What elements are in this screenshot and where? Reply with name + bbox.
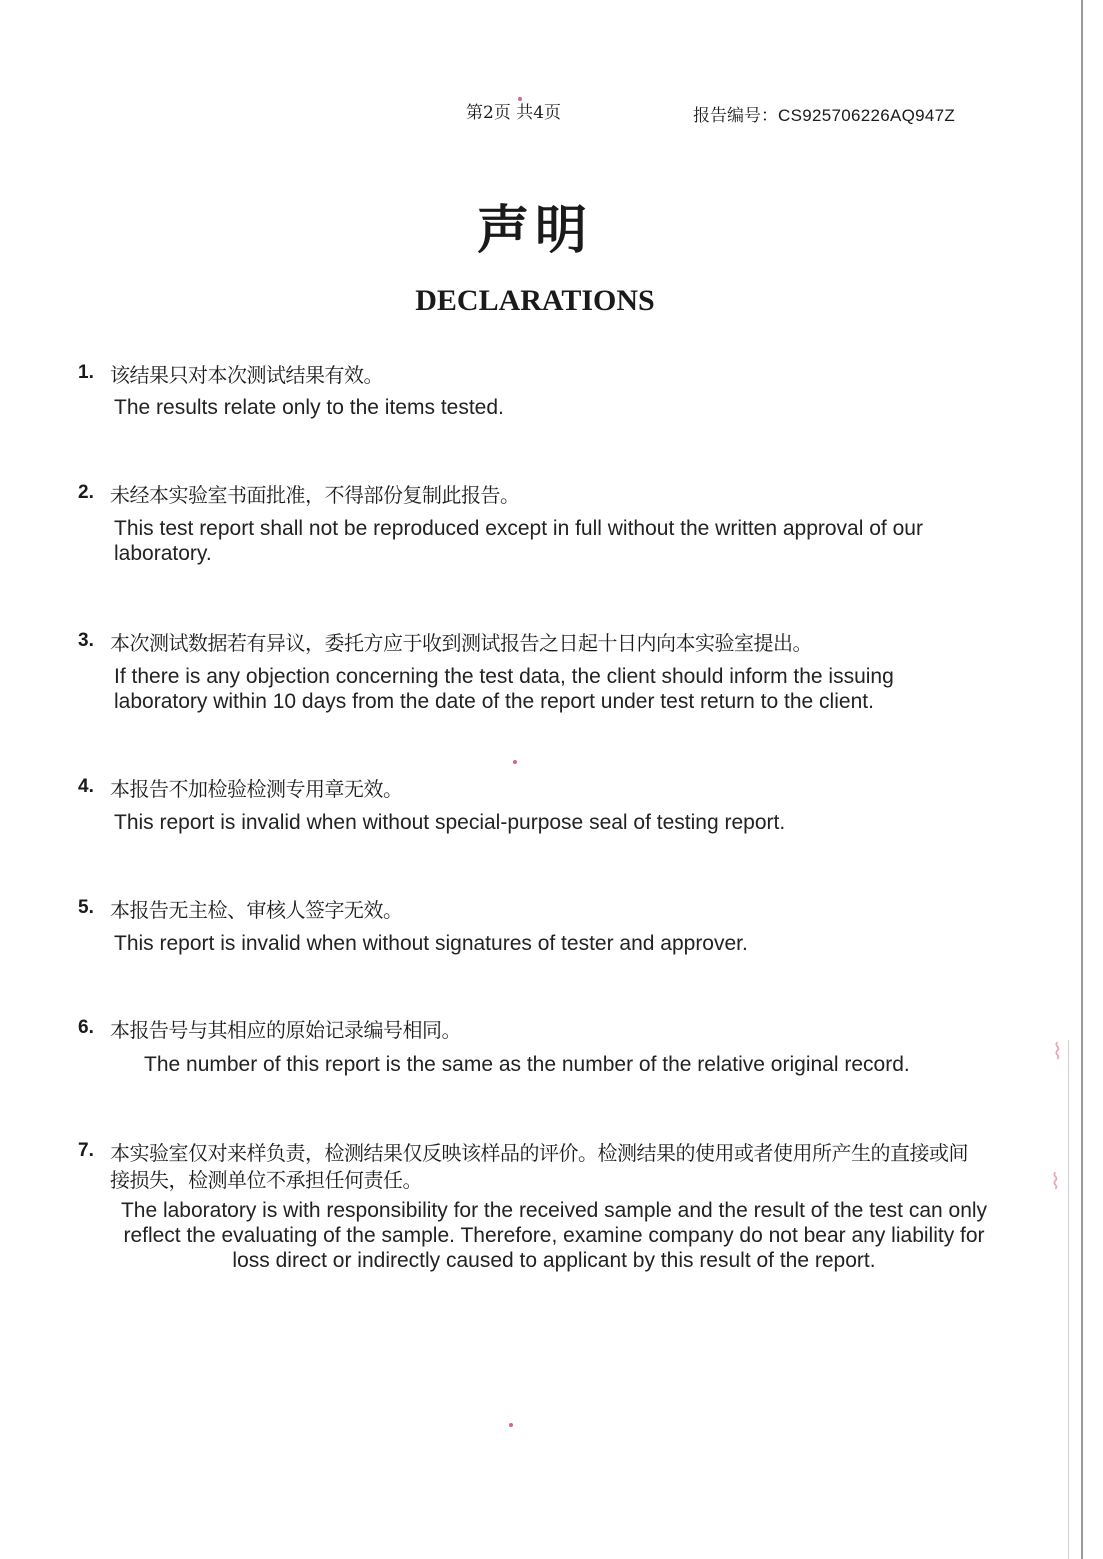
declaration-text-en: This report is invalid when without special-purpose seal of testing report. bbox=[114, 811, 786, 834]
declaration-text-cn: 本实验室仅对来样负责，检测结果仅反映该样品的评价。检测结果的使用或者使用所产生的直接或间接损失，检测单位不承担任何责任。 bbox=[110, 1141, 968, 1192]
declaration-text-cn: 本报告不加检验检测专用章无效。 bbox=[110, 777, 403, 801]
declaration-text-en: The laboratory is with responsibility for the received sample and the result of the test can only reflect the evaluating of the sample. Therefore, examine company do not bear any liability for loss direct or indirectly caused to applicant by this result of the report. bbox=[120, 1199, 988, 1272]
declaration-number: 6. bbox=[78, 1017, 94, 1038]
declaration-text-cn: 该结果只对本次测试结果有效。 bbox=[110, 363, 383, 387]
declaration-text-en: The results relate only to the items tested. bbox=[114, 396, 504, 419]
declaration-number: 3. bbox=[78, 630, 94, 651]
report-number-value: CS925706226AQ947Z bbox=[778, 106, 956, 125]
declaration-number: 2. bbox=[78, 482, 94, 503]
report-number bbox=[693, 101, 955, 126]
declaration-text-en: The number of this report is the same as the number of the relative original record. bbox=[144, 1053, 910, 1076]
report-number-label: 报告编号： bbox=[693, 106, 778, 126]
declaration-text-en: This test report shall not be reproduced except in full without the written approval of our laboratory. bbox=[114, 517, 923, 565]
declaration-number: 5. bbox=[78, 897, 94, 918]
declaration-text-cn: 本次测试数据若有异议，委托方应于收到测试报告之日起十日内向本实验室提出。 bbox=[110, 631, 812, 655]
page-title-en: DECLARATIONS bbox=[415, 284, 655, 317]
declaration-text-cn: 本报告无主检、审核人签字无效。 bbox=[110, 898, 403, 922]
declaration-text-en: If there is any objection concerning the test data, the client should inform the issuing laboratory within 10 days from the date of the report under test return to the client. bbox=[114, 665, 894, 713]
page-title-cn: 声明 bbox=[476, 200, 593, 261]
declaration-text-en: This report is invalid when without signatures of tester and approver. bbox=[114, 932, 748, 955]
seal-fragment-icon: ⌇ bbox=[1052, 1040, 1063, 1065]
declaration-text-cn: 未经本实验室书面批准，不得部份复制此报告。 bbox=[110, 483, 520, 507]
declaration-number: 7. bbox=[78, 1140, 94, 1161]
page-edge-line bbox=[1068, 1040, 1069, 1559]
declaration-number: 4. bbox=[78, 776, 94, 797]
page-edge-line bbox=[1081, 0, 1083, 1559]
ink-dot bbox=[509, 1423, 513, 1427]
declaration-text-cn: 本报告号与其相应的原始记录编号相同。 bbox=[110, 1018, 461, 1042]
page-indicator: 第2页 共4页 bbox=[466, 103, 562, 123]
ink-dot bbox=[513, 760, 517, 764]
seal-fragment-icon: ⌇ bbox=[1050, 1170, 1061, 1195]
declaration-number: 1. bbox=[78, 362, 94, 383]
